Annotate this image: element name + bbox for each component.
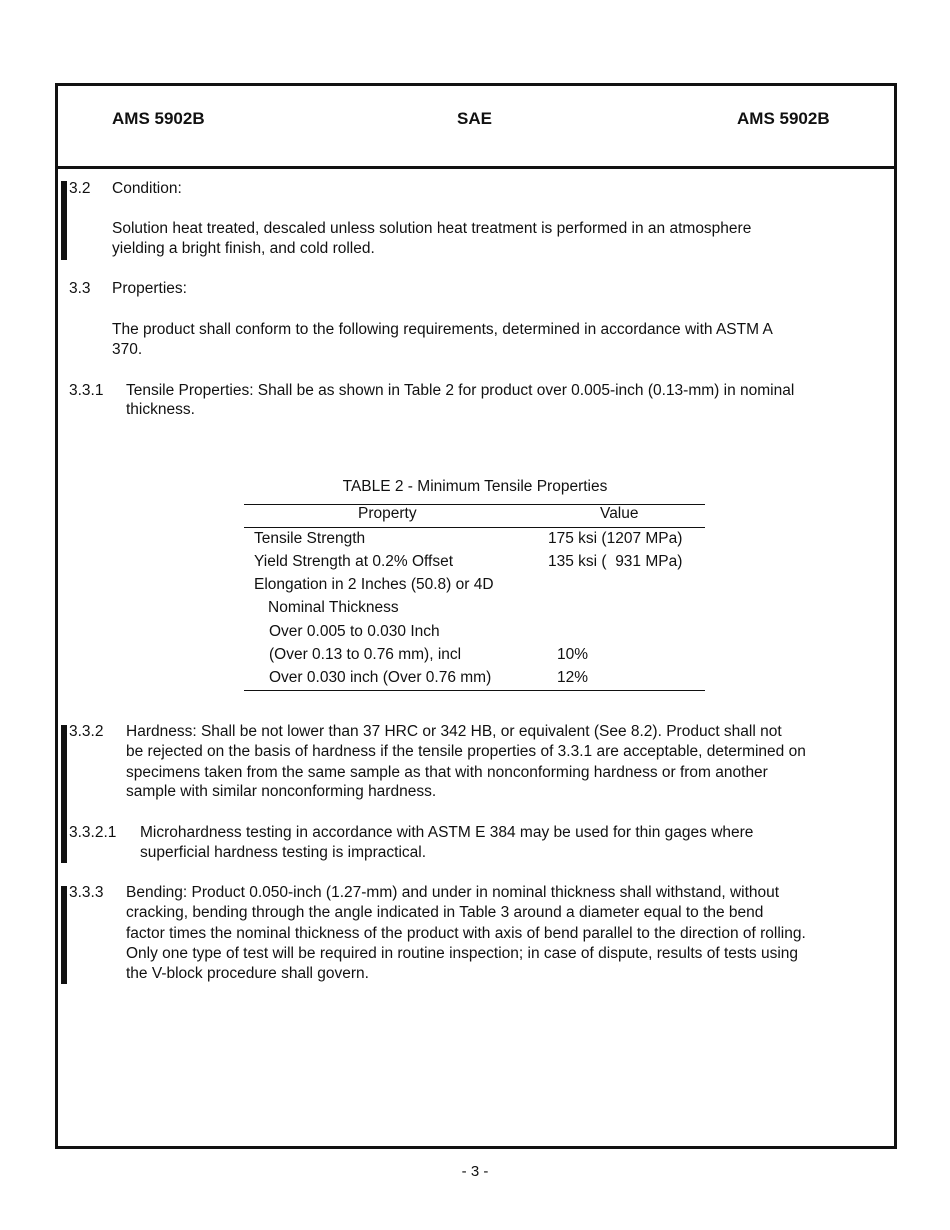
- table-cell-property: (Over 0.13 to 0.76 mm), incl: [269, 646, 462, 663]
- header-divider: [55, 166, 897, 169]
- paragraph-line: Tensile Properties: Shall be as shown in Table 2 for product over 0.005-inch (0.13-mm) in nominal: [126, 382, 795, 399]
- paragraph-line: Solution heat treated, descaled unless solution heat treatment is performed in an atmosphere: [112, 220, 752, 237]
- section-number: 3.2: [69, 180, 91, 197]
- section-title: Condition:: [112, 180, 182, 197]
- revision-bar: [61, 725, 67, 863]
- revision-bar: [61, 181, 67, 260]
- paragraph-line: Hardness: Shall be not lower than 37 HRC or 342 HB, or equivalent (See 8.2). Product shall not: [126, 723, 782, 740]
- paragraph-line: factor times the nominal thickness of the product with axis of bend parallel to the direction of rolling.: [126, 925, 806, 942]
- paragraph-line: cracking, bending through the angle indicated in Table 3 around a diameter equal to the bend: [126, 904, 764, 921]
- table-cell-property: Tensile Strength: [254, 530, 366, 547]
- table-cell-property: Yield Strength at 0.2% Offset: [254, 553, 454, 570]
- table-cell-property: Nominal Thickness: [268, 599, 399, 616]
- revision-bar: [61, 886, 67, 984]
- section-number: 3.3.1: [69, 382, 104, 399]
- section-number: 3.3.2: [69, 723, 104, 740]
- table-rule-bottom: [244, 690, 705, 691]
- paragraph-line: superficial hardness testing is impractical.: [140, 844, 427, 861]
- table-cell-property: Over 0.005 to 0.030 Inch: [269, 623, 440, 640]
- paragraph-line: sample with similar nonconforming hardness.: [126, 783, 437, 800]
- paragraph-line: specimens taken from the same sample as that with nonconforming hardness or from another: [126, 764, 768, 781]
- table-title: TABLE 2 - Minimum Tensile Properties: [342, 478, 608, 495]
- paragraph-line: The product shall conform to the following requirements, determined in accordance with ASTM A: [112, 321, 773, 338]
- table-cell-value: 12%: [557, 669, 589, 686]
- paragraph-line: yielding a bright finish, and cold rolled.: [112, 240, 375, 257]
- section-number: 3.3.3: [69, 884, 104, 901]
- page-number: - 3 -: [461, 1163, 489, 1180]
- header-org: SAE: [457, 109, 492, 128]
- paragraph-line: thickness.: [126, 401, 195, 418]
- paragraph-line: Bending: Product 0.050-inch (1.27-mm) and under in nominal thickness shall withstand, without: [126, 884, 780, 901]
- section-title: Properties:: [112, 280, 187, 297]
- table-cell-value: 175 ksi (1207 MPa): [548, 530, 683, 547]
- paragraph-line: 370.: [112, 341, 143, 358]
- paragraph-line: Microhardness testing in accordance with ASTM E 384 may be used for thin gages where: [140, 824, 754, 841]
- section-number: 3.3.2.1: [69, 824, 117, 841]
- table-header-property: Property: [358, 505, 417, 522]
- header-doc-id-right: AMS 5902B: [737, 109, 830, 128]
- paragraph-line: the V-block procedure shall govern.: [126, 965, 369, 982]
- table-cell-value: 10%: [557, 646, 589, 663]
- header-doc-id-left: AMS 5902B: [112, 109, 205, 128]
- paragraph-line: be rejected on the basis of hardness if the tensile properties of 3.3.1 are acceptable, determined on: [126, 743, 806, 760]
- table-rule-header: [244, 527, 705, 528]
- paragraph-line: Only one type of test will be required in routine inspection; in case of dispute, results of tests using: [126, 945, 799, 962]
- table-header-value: Value: [600, 505, 639, 522]
- table-cell-value: 135 ksi ( 931 MPa): [548, 553, 683, 570]
- table-cell-property: Over 0.030 inch (Over 0.76 mm): [269, 669, 492, 686]
- table-cell-property: Elongation in 2 Inches (50.8) or 4D: [254, 576, 494, 593]
- section-number: 3.3: [69, 280, 91, 297]
